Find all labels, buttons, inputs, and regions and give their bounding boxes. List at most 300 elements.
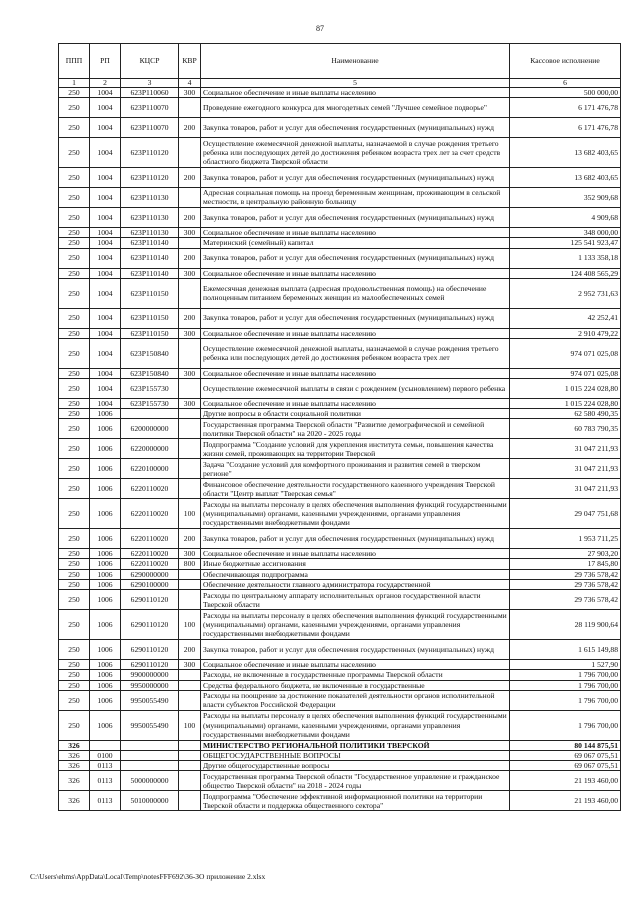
cell-rp: 1006 (90, 559, 121, 569)
cell-kvr (179, 98, 201, 118)
table-row (59, 167, 621, 187)
cell-kvr (179, 750, 201, 760)
cell-amount: 1 015 224 028,80 (510, 398, 621, 408)
cell-rp: 1004 (90, 278, 121, 308)
cell-rp: 1004 (90, 167, 121, 187)
cell-kvr (179, 670, 201, 680)
cell-ppp: 250 (59, 207, 90, 227)
cell-amount: 27 903,20 (510, 549, 621, 559)
cell-amount: 1 015 224 028,80 (510, 378, 621, 398)
cell-kvr (179, 690, 201, 710)
cell-ppp: 250 (59, 479, 90, 499)
cell-rp: 1006 (90, 419, 121, 439)
cell-name: Социальное обеспечение и иные выплаты населению (201, 227, 510, 237)
cell-amount: 4 909,68 (510, 207, 621, 227)
cell-ppp: 250 (59, 459, 90, 479)
cell-ppp: 326 (59, 750, 90, 760)
cell-rp: 1006 (90, 409, 121, 419)
cell-kvr: 200 (179, 207, 201, 227)
cell-kcsr: 5000000000 (121, 771, 179, 791)
cell-kcsr: 623P155730 (121, 378, 179, 398)
cell-amount: 21 193 460,00 (510, 791, 621, 811)
cell-rp: 1006 (90, 590, 121, 610)
cell-kcsr: 9950055490 (121, 710, 179, 740)
table-row (59, 207, 621, 227)
cell-name: Проведение ежегодного конкурса для многодетных семей "Лучшее семейное подворье" (201, 98, 510, 118)
cell-kvr (179, 238, 201, 248)
cell-kcsr: 9950000000 (121, 680, 179, 690)
cell-rp: 1004 (90, 118, 121, 138)
cell-kvr (179, 439, 201, 459)
cell-name: Задача "Создание условий для комфортного проживания и развития семей в тверском регионе" (201, 459, 510, 479)
cell-kcsr: 623P150840 (121, 368, 179, 378)
cell-amount: 29 736 578,42 (510, 590, 621, 610)
cell-amount: 124 408 565,29 (510, 268, 621, 278)
cell-name: Обеспечивающая подпрограмма (201, 569, 510, 579)
cell-amount: 1 796 700,00 (510, 680, 621, 690)
cell-kvr: 800 (179, 559, 201, 569)
cell-name: Осуществление ежемесячной денежной выплаты, назначаемой в случае рождения третьего ребенка или последующих детей до достижения ребенком возраста трех лет за счет средств областного бюджета Тверской области (201, 138, 510, 168)
cell-rp: 1006 (90, 660, 121, 670)
cell-kvr (179, 761, 201, 771)
cell-rp: 0113 (90, 761, 121, 771)
cell-kcsr: 623P110150 (121, 308, 179, 328)
cell-kvr: 300 (179, 328, 201, 338)
cell-rp: 1006 (90, 479, 121, 499)
cell-kvr (179, 479, 201, 499)
header-name: Наименование (201, 44, 510, 79)
cell-rp: 1004 (90, 248, 121, 268)
cell-kvr (179, 187, 201, 207)
table-row (59, 750, 621, 760)
table-row (59, 398, 621, 408)
cell-name: МИНИСТЕРСТВО РЕГИОНАЛЬНОЙ ПОЛИТИКИ ТВЕРСКОЙ (201, 740, 510, 750)
cell-amount: 500 000,00 (510, 88, 621, 98)
cell-ppp: 326 (59, 791, 90, 811)
cell-name: Социальное обеспечение и иные выплаты населению (201, 549, 510, 559)
cell-amount: 69 067 075,51 (510, 750, 621, 760)
cell-rp: 1006 (90, 499, 121, 529)
cell-kcsr: 623P110120 (121, 138, 179, 168)
cell-rp: 1006 (90, 640, 121, 660)
cell-amount: 125 541 923,47 (510, 238, 621, 248)
cell-kcsr: 6200000000 (121, 419, 179, 439)
cell-rp: 1004 (90, 268, 121, 278)
header-row (59, 44, 621, 79)
cell-kcsr: 6290110120 (121, 590, 179, 610)
page-number: 87 (316, 24, 324, 33)
cell-rp: 0113 (90, 791, 121, 811)
cell-ppp: 250 (59, 529, 90, 549)
cell-amount: 62 580 490,35 (510, 409, 621, 419)
cell-rp: 1004 (90, 238, 121, 248)
cell-name: Ежемесячная денежная выплата (адресная продовольственная помощь) на обеспечение полноценным питанием беременных женщин из малообеспеченных семей (201, 278, 510, 308)
cell-kcsr: 623P110120 (121, 167, 179, 187)
table-row (59, 791, 621, 811)
table-row (59, 680, 621, 690)
cell-kvr (179, 419, 201, 439)
cell-rp: 1004 (90, 378, 121, 398)
cell-ppp: 250 (59, 590, 90, 610)
cell-ppp: 250 (59, 610, 90, 640)
table-row (59, 338, 621, 368)
cell-name: Обеспечение деятельности главного администратора государственной (201, 580, 510, 590)
cell-ppp: 250 (59, 88, 90, 98)
cell-kcsr: 623P110130 (121, 207, 179, 227)
cell-amount: 21 193 460,00 (510, 771, 621, 791)
cell-amount: 1 953 711,25 (510, 529, 621, 549)
cell-ppp: 250 (59, 409, 90, 419)
cell-ppp: 250 (59, 278, 90, 308)
cell-ppp: 250 (59, 268, 90, 278)
cell-kvr: 100 (179, 499, 201, 529)
table-row (59, 670, 621, 680)
cell-name: Финансовое обеспечение деятельности государственного казенного учреждения Тверской области "Центр выплат "Тверская семья" (201, 479, 510, 499)
cell-rp: 1004 (90, 227, 121, 237)
table-row (59, 439, 621, 459)
cell-rp: 1004 (90, 138, 121, 168)
table-row (59, 368, 621, 378)
cell-ppp: 250 (59, 378, 90, 398)
cell-ppp: 250 (59, 368, 90, 378)
table-row (59, 710, 621, 740)
table-row (59, 238, 621, 248)
cell-ppp: 250 (59, 248, 90, 268)
cell-name: Социальное обеспечение и иные выплаты населению (201, 660, 510, 670)
cell-ppp: 250 (59, 569, 90, 579)
cell-kvr (179, 569, 201, 579)
table-row (59, 640, 621, 660)
cell-amount: 2 952 731,63 (510, 278, 621, 308)
cell-kvr (179, 409, 201, 419)
cell-amount: 69 067 075,51 (510, 761, 621, 771)
table-row (59, 378, 621, 398)
cell-kvr: 200 (179, 308, 201, 328)
cell-name: Осуществление ежемесячной денежной выплаты, назначаемой в случае рождения третьего ребенка или последующих детей до достижения ребенком возраста трех лет (201, 338, 510, 368)
cell-amount: 80 144 875,51 (510, 740, 621, 750)
column-number: 6 (510, 79, 621, 88)
cell-kvr: 200 (179, 640, 201, 660)
cell-amount: 31 047 211,93 (510, 479, 621, 499)
cell-ppp: 250 (59, 328, 90, 338)
table-row (59, 499, 621, 529)
cell-amount: 2 910 479,22 (510, 328, 621, 338)
column-number: 5 (201, 79, 510, 88)
cell-name: Осуществление ежемесячной выплаты в связи с рождением (усыновлением) первого ребенка (201, 378, 510, 398)
cell-rp: 1004 (90, 368, 121, 378)
table-row (59, 328, 621, 338)
cell-ppp: 250 (59, 118, 90, 138)
cell-kcsr: 9950055490 (121, 690, 179, 710)
cell-name: Расходы по центральному аппарату исполнительных органов государственной власти Тверской области (201, 590, 510, 610)
cell-rp (90, 740, 121, 750)
cell-kvr: 300 (179, 549, 201, 559)
cell-kcsr: 623P110140 (121, 268, 179, 278)
table-row (59, 529, 621, 549)
header-amount: Кассовое исполнение (510, 44, 621, 79)
cell-ppp: 326 (59, 740, 90, 750)
cell-kcsr: 623P110140 (121, 248, 179, 268)
cell-amount: 29 047 751,68 (510, 499, 621, 529)
cell-ppp: 250 (59, 308, 90, 328)
cell-rp: 1006 (90, 569, 121, 579)
cell-name: Другие общегосударственные вопросы (201, 761, 510, 771)
cell-kcsr: 6220100000 (121, 459, 179, 479)
table-row (59, 308, 621, 328)
cell-amount: 348 000,00 (510, 227, 621, 237)
cell-amount: 352 909,68 (510, 187, 621, 207)
cell-kcsr: 9900000000 (121, 670, 179, 680)
cell-kvr: 300 (179, 368, 201, 378)
cell-name: Подпрограмма "Создание условий для укрепления института семьи, повышения качества жизни семей, проживающих на территории Тверской (201, 439, 510, 459)
cell-name: Закупка товаров, работ и услуг для обеспечения государственных (муниципальных) нужд (201, 167, 510, 187)
cell-kcsr: 623P110070 (121, 118, 179, 138)
cell-kcsr: 623P110060 (121, 88, 179, 98)
cell-kvr: 300 (179, 227, 201, 237)
cell-kvr: 200 (179, 529, 201, 549)
cell-kvr (179, 580, 201, 590)
cell-ppp: 250 (59, 580, 90, 590)
cell-kvr (179, 771, 201, 791)
cell-kcsr: 6220110020 (121, 479, 179, 499)
cell-name: Расходы на поощрение за достижение показателей деятельности органов исполнительной власти субъектов Российской Федерации (201, 690, 510, 710)
table-row (59, 479, 621, 499)
cell-kcsr: 6220110020 (121, 499, 179, 529)
cell-name: Иные бюджетные ассигнования (201, 559, 510, 569)
table-body (59, 88, 621, 811)
cell-kvr (179, 459, 201, 479)
header-kcsr: КЦСР (121, 44, 179, 79)
cell-kcsr: 6290000000 (121, 569, 179, 579)
cell-amount: 29 736 578,42 (510, 580, 621, 590)
cell-name: Закупка товаров, работ и услуг для обеспечения государственных (муниципальных) нужд (201, 529, 510, 549)
cell-rp: 1006 (90, 670, 121, 680)
file-path-footer: C:\Users\ehms\AppData\Local\Temp\notesFFF692\36-ЗО приложение 2.xlsx (30, 872, 266, 881)
cell-kcsr: 6290110120 (121, 660, 179, 670)
cell-ppp: 250 (59, 238, 90, 248)
table-row (59, 187, 621, 207)
table-row (59, 227, 621, 237)
cell-rp: 1006 (90, 459, 121, 479)
cell-amount: 31 047 211,93 (510, 459, 621, 479)
cell-kcsr: 6290110120 (121, 640, 179, 660)
cell-amount: 31 047 211,93 (510, 439, 621, 459)
cell-amount: 28 119 900,64 (510, 610, 621, 640)
cell-rp: 1004 (90, 328, 121, 338)
cell-kvr (179, 740, 201, 750)
cell-name: ОБЩЕГОСУДАРСТВЕННЫЕ ВОПРОСЫ (201, 750, 510, 760)
cell-ppp: 250 (59, 167, 90, 187)
table-row (59, 549, 621, 559)
cell-ppp: 250 (59, 640, 90, 660)
cell-kvr (179, 590, 201, 610)
cell-rp: 1004 (90, 338, 121, 368)
cell-name: Материнский (семейный) капитал (201, 238, 510, 248)
cell-kcsr: 6290110120 (121, 610, 179, 640)
column-number: 2 (90, 79, 121, 88)
cell-kvr: 300 (179, 268, 201, 278)
table-row (59, 580, 621, 590)
cell-rp: 1006 (90, 710, 121, 740)
cell-name: Другие вопросы в области социальной политики (201, 409, 510, 419)
cell-ppp: 326 (59, 761, 90, 771)
table-row (59, 419, 621, 439)
header-kvr: КВР (179, 44, 201, 79)
cell-amount: 1 796 700,00 (510, 670, 621, 680)
cell-kcsr: 623P155730 (121, 398, 179, 408)
cell-rp: 1006 (90, 439, 121, 459)
table-row (59, 740, 621, 750)
cell-rp: 1006 (90, 549, 121, 559)
cell-amount: 1 615 149,88 (510, 640, 621, 660)
cell-kvr: 100 (179, 610, 201, 640)
cell-rp: 1006 (90, 580, 121, 590)
cell-amount: 1 133 358,18 (510, 248, 621, 268)
cell-ppp: 250 (59, 138, 90, 168)
cell-kvr: 200 (179, 167, 201, 187)
cell-ppp: 250 (59, 680, 90, 690)
cell-rp: 1004 (90, 308, 121, 328)
cell-kvr: 200 (179, 248, 201, 268)
cell-ppp: 326 (59, 771, 90, 791)
cell-ppp: 250 (59, 98, 90, 118)
cell-amount: 1 796 700,00 (510, 710, 621, 740)
cell-rp: 1004 (90, 98, 121, 118)
cell-name: Расходы на выплаты персоналу в целях обеспечения выполнения функций государственными (муниципальными) органами, казенными учреждениями, органами управления государственными внебюджетными фондами (201, 499, 510, 529)
cell-kcsr (121, 750, 179, 760)
cell-name: Социальное обеспечение и иные выплаты населению (201, 398, 510, 408)
cell-rp: 0100 (90, 750, 121, 760)
cell-amount: 29 736 578,42 (510, 569, 621, 579)
table-row (59, 138, 621, 168)
cell-ppp: 250 (59, 559, 90, 569)
cell-kcsr: 6220110020 (121, 529, 179, 549)
cell-kcsr: 623P110070 (121, 98, 179, 118)
table-row (59, 98, 621, 118)
cell-name: Закупка товаров, работ и услуг для обеспечения государственных (муниципальных) нужд (201, 308, 510, 328)
cell-kvr (179, 378, 201, 398)
table-row (59, 559, 621, 569)
cell-rp: 0113 (90, 771, 121, 791)
table-row (59, 118, 621, 138)
cell-ppp: 250 (59, 338, 90, 368)
cell-kvr: 300 (179, 88, 201, 98)
cell-amount: 1 527,90 (510, 660, 621, 670)
cell-ppp: 250 (59, 398, 90, 408)
table-row (59, 690, 621, 710)
cell-kvr: 300 (179, 660, 201, 670)
cell-amount: 6 171 476,78 (510, 118, 621, 138)
cell-amount: 13 682 403,65 (510, 138, 621, 168)
cell-name: Средства федерального бюджета, не включенные в государственные (201, 680, 510, 690)
column-number: 3 (121, 79, 179, 88)
cell-kcsr: 6220110020 (121, 549, 179, 559)
header-ppp: ППП (59, 44, 90, 79)
cell-rp: 1004 (90, 398, 121, 408)
cell-kvr (179, 138, 201, 168)
budget-table (58, 43, 621, 811)
cell-name: Закупка товаров, работ и услуг для обеспечения государственных (муниципальных) нужд (201, 640, 510, 660)
cell-kcsr (121, 740, 179, 750)
cell-kcsr: 623P110150 (121, 278, 179, 308)
cell-kcsr: 6290100000 (121, 580, 179, 590)
table-row (59, 771, 621, 791)
table-row (59, 88, 621, 98)
cell-kvr: 100 (179, 710, 201, 740)
cell-ppp: 250 (59, 660, 90, 670)
cell-kvr (179, 791, 201, 811)
cell-name: Социальное обеспечение и иные выплаты населению (201, 88, 510, 98)
column-number: 4 (179, 79, 201, 88)
cell-name: Расходы на выплаты персоналу в целях обеспечения выполнения функций государственными (муниципальными) органами, казенными учреждениями, органами управления государственными внебюджетными фондами (201, 710, 510, 740)
cell-ppp: 250 (59, 670, 90, 680)
cell-kcsr: 623P110140 (121, 238, 179, 248)
cell-ppp: 250 (59, 710, 90, 740)
table-row (59, 761, 621, 771)
cell-ppp: 250 (59, 499, 90, 529)
cell-amount: 6 171 476,78 (510, 98, 621, 118)
column-number: 1 (59, 79, 90, 88)
cell-name: Государственная программа Тверской области "Развитие демографической и семейной политики Тверской области" на 2020 - 2025 годы (201, 419, 510, 439)
table-row (59, 278, 621, 308)
cell-rp: 1006 (90, 680, 121, 690)
cell-amount: 13 682 403,65 (510, 167, 621, 187)
cell-name: Социальное обеспечение и иные выплаты населению (201, 328, 510, 338)
cell-kvr (179, 680, 201, 690)
cell-rp: 1004 (90, 187, 121, 207)
cell-name: Подпрограмма "Обеспечение эффективной информационной политики на территории Тверской области и поддержка общественного сектора" (201, 791, 510, 811)
cell-ppp: 250 (59, 187, 90, 207)
cell-name: Закупка товаров, работ и услуг для обеспечения государственных (муниципальных) нужд (201, 207, 510, 227)
cell-name: Закупка товаров, работ и услуг для обеспечения государственных (муниципальных) нужд (201, 248, 510, 268)
cell-amount: 974 071 025,08 (510, 368, 621, 378)
table-row (59, 610, 621, 640)
cell-ppp: 250 (59, 439, 90, 459)
cell-rp: 1004 (90, 207, 121, 227)
cell-name: Социальное обеспечение и иные выплаты населению (201, 268, 510, 278)
cell-kcsr: 623P110150 (121, 328, 179, 338)
table-row (59, 569, 621, 579)
cell-amount: 42 252,41 (510, 308, 621, 328)
cell-rp: 1006 (90, 610, 121, 640)
cell-kcsr: 5010000000 (121, 791, 179, 811)
column-number-row (59, 79, 621, 88)
cell-amount: 1 796 700,00 (510, 690, 621, 710)
cell-kcsr: 623P150840 (121, 338, 179, 368)
cell-name: Социальное обеспечение и иные выплаты населению (201, 368, 510, 378)
cell-kvr (179, 278, 201, 308)
cell-amount: 17 845,80 (510, 559, 621, 569)
cell-kcsr: 623P110130 (121, 187, 179, 207)
table-row (59, 459, 621, 479)
cell-amount: 60 783 790,35 (510, 419, 621, 439)
cell-kvr: 200 (179, 118, 201, 138)
cell-kvr: 300 (179, 398, 201, 408)
header-rp: РП (90, 44, 121, 79)
cell-rp: 1006 (90, 690, 121, 710)
cell-name: Адресная социальная помощь на проезд беременным женщинам, проживающим в сельской местности, в центральную районную больницу (201, 187, 510, 207)
table-row (59, 248, 621, 268)
cell-kvr (179, 338, 201, 368)
cell-name: Закупка товаров, работ и услуг для обеспечения государственных (муниципальных) нужд (201, 118, 510, 138)
cell-kcsr (121, 409, 179, 419)
cell-name: Расходы на выплаты персоналу в целях обеспечения выполнения функций государственными (муниципальными) органами, казенными учреждениями, органами управления государственными внебюджетными фондами (201, 610, 510, 640)
cell-amount: 974 071 025,08 (510, 338, 621, 368)
table-row (59, 660, 621, 670)
cell-rp: 1006 (90, 529, 121, 549)
table-row (59, 268, 621, 278)
cell-name: Государственная программа Тверской области "Государственное управление и гражданское общество Тверской области" на 2018 - 2024 годы (201, 771, 510, 791)
